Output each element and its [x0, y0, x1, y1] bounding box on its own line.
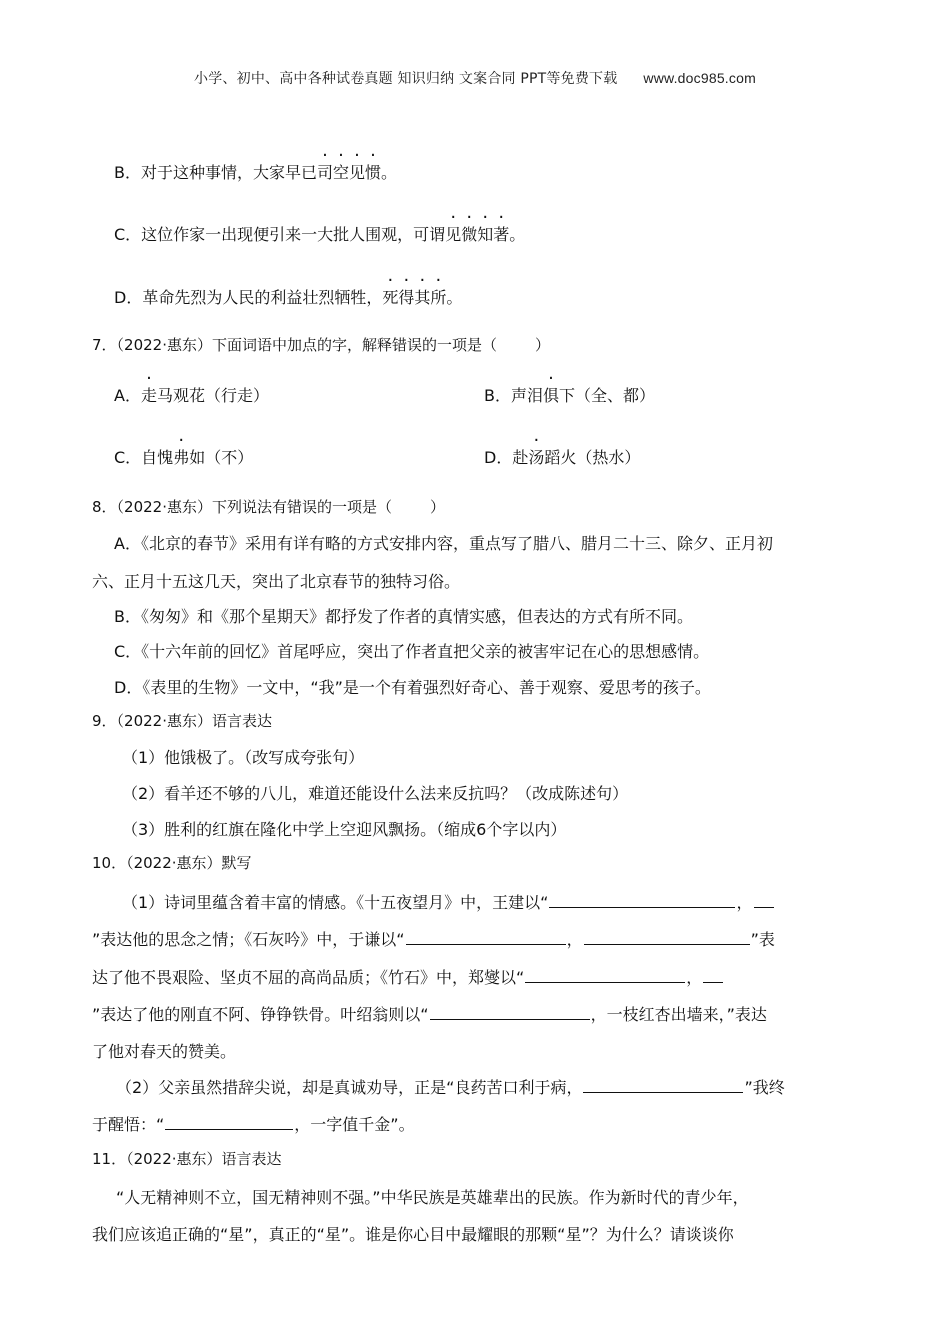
q6-option-b: B．对于这种事情，大家早已司空见惯。	[114, 160, 397, 183]
header-site-link[interactable]: www.doc985.com	[643, 70, 756, 86]
q9-sub-1: （1）他饿极了。（改写成夸张句）	[122, 748, 365, 767]
q10-line-2: ”表达他的思念之情；《石灰吟》中，于谦以“ ， ”表	[92, 930, 775, 949]
answer-blank[interactable]	[525, 966, 685, 983]
dotted-char: 知	[477, 225, 494, 244]
q10-line-4: ”表达了他的刚直不阿、铮铮铁骨。叶绍翁则以“ ，一枝红杏出墙来，”表达	[92, 1005, 767, 1024]
q7-option-c: C．自愧弗如（不）	[114, 445, 253, 468]
page-header	[0, 68, 950, 88]
answer-blank[interactable]	[406, 928, 566, 945]
answer-blank[interactable]	[584, 928, 750, 945]
q7-stem: 7．（2022·惠东）下面词语中加点的字，解释错误的一项是（ ）	[92, 336, 551, 354]
dotted-char: 司	[316, 163, 333, 182]
q9-sub-2: （2）看羊还不够的八儿，难道还能设什么法来反抗吗？（改成陈述句）	[122, 784, 629, 803]
dotted-char: 见	[349, 163, 366, 182]
q10-line-6: （2）父亲虽然措辞尖说，却是真诚劝导，正是“良药苦口利于病， ”我终	[116, 1078, 785, 1097]
q7-option-d: D．赴汤蹈火（热水）	[484, 445, 640, 468]
dotted-char: 所	[430, 288, 447, 307]
q6-option-c: C．这位作家一出现便引来一大批人围观，可谓见微知著。	[114, 222, 525, 245]
q8-option-a-line1: A．《北京的春节》采用有详有略的方式安排内容，重点写了腊八、腊月二十三、除夕、正月初	[114, 534, 773, 553]
q8-option-d: D．《表里的生物》一文中，“我”是一个有着强烈好奇心、善于观察、爱思考的孩子。	[114, 678, 711, 697]
q10-stem: 10．（2022·惠东）默写	[92, 854, 252, 872]
dotted-char: 微	[461, 225, 478, 244]
q8-option-b: B．《匆匆》和《那个星期天》都抒发了作者的真情实感，但表达的方式有所不同。	[114, 607, 693, 626]
answer-blank[interactable]	[549, 891, 735, 908]
dotted-char: 著	[493, 225, 510, 244]
dotted-char: 弗	[173, 448, 190, 467]
q11-stem: 11．（2022·惠东）语言表达	[92, 1150, 282, 1168]
q8-option-a-line2: 六、正月十五这几天，突出了北京春节的独特习俗。	[92, 572, 461, 591]
dotted-char: 俱	[542, 386, 559, 405]
q10-line-5: 了他对春天的赞美。	[92, 1042, 237, 1061]
dotted-char: 见	[445, 225, 462, 244]
q8-option-c: C．《十六年前的回忆》首尾呼应，突出了作者直把父亲的被害牢记在心的思想感情。	[114, 642, 710, 661]
header-title: 小学、初中、高中各种试卷真题 知识归纳 文案合同 PPT等免费下载	[194, 71, 618, 87]
dotted-char: 其	[414, 288, 431, 307]
q10-line-1: （1）诗词里蕴含着丰富的情感。《十五夜望月》中，王建以“ ，	[122, 890, 775, 913]
q9-stem: 9．（2022·惠东）语言表达	[92, 712, 272, 730]
dotted-char: 空	[333, 163, 350, 182]
q7-option-a: A．走马观花（行走）	[114, 383, 269, 406]
answer-blank[interactable]	[583, 1076, 743, 1093]
answer-blank[interactable]	[430, 1003, 590, 1020]
answer-blank[interactable]	[754, 891, 774, 908]
dotted-char: 惯	[365, 163, 382, 182]
q6-option-d: D．革命先烈为人民的利益壮烈牺牲，死得其所。	[114, 285, 462, 308]
q10-line-3: 达了他不畏艰险、坚贞不屈的高尚品质；《竹石》中，郑燮以“ ，	[92, 965, 724, 988]
q9-sub-3: （3）胜利的红旗在隆化中学上空迎风飘扬。（缩成6个字以内）	[122, 820, 567, 839]
dotted-char: 得	[398, 288, 415, 307]
dotted-char: 走	[140, 386, 157, 405]
q8-stem: 8．（2022·惠东）下列说法有错误的一项是（ ）	[92, 498, 446, 516]
dotted-char: 汤	[528, 448, 545, 467]
q11-para-line-1: “人无精神则不立，国无精神则不强。”中华民族是英雄辈出的民族。作为新时代的青少年，	[116, 1188, 749, 1207]
dotted-char: 死	[382, 288, 399, 307]
answer-blank[interactable]	[703, 966, 723, 983]
q7-option-b: B．声泪俱下（全、都）	[484, 383, 655, 406]
answer-blank[interactable]	[165, 1113, 293, 1130]
q11-para-line-2: 我们应该追正确的“星”，真正的“星”。谁是你心目中最耀眼的那颗“星”？为什么？请谈谈你	[92, 1225, 734, 1244]
q10-line-7: 于醒悟：“ ，一字值千金”。	[92, 1115, 415, 1134]
